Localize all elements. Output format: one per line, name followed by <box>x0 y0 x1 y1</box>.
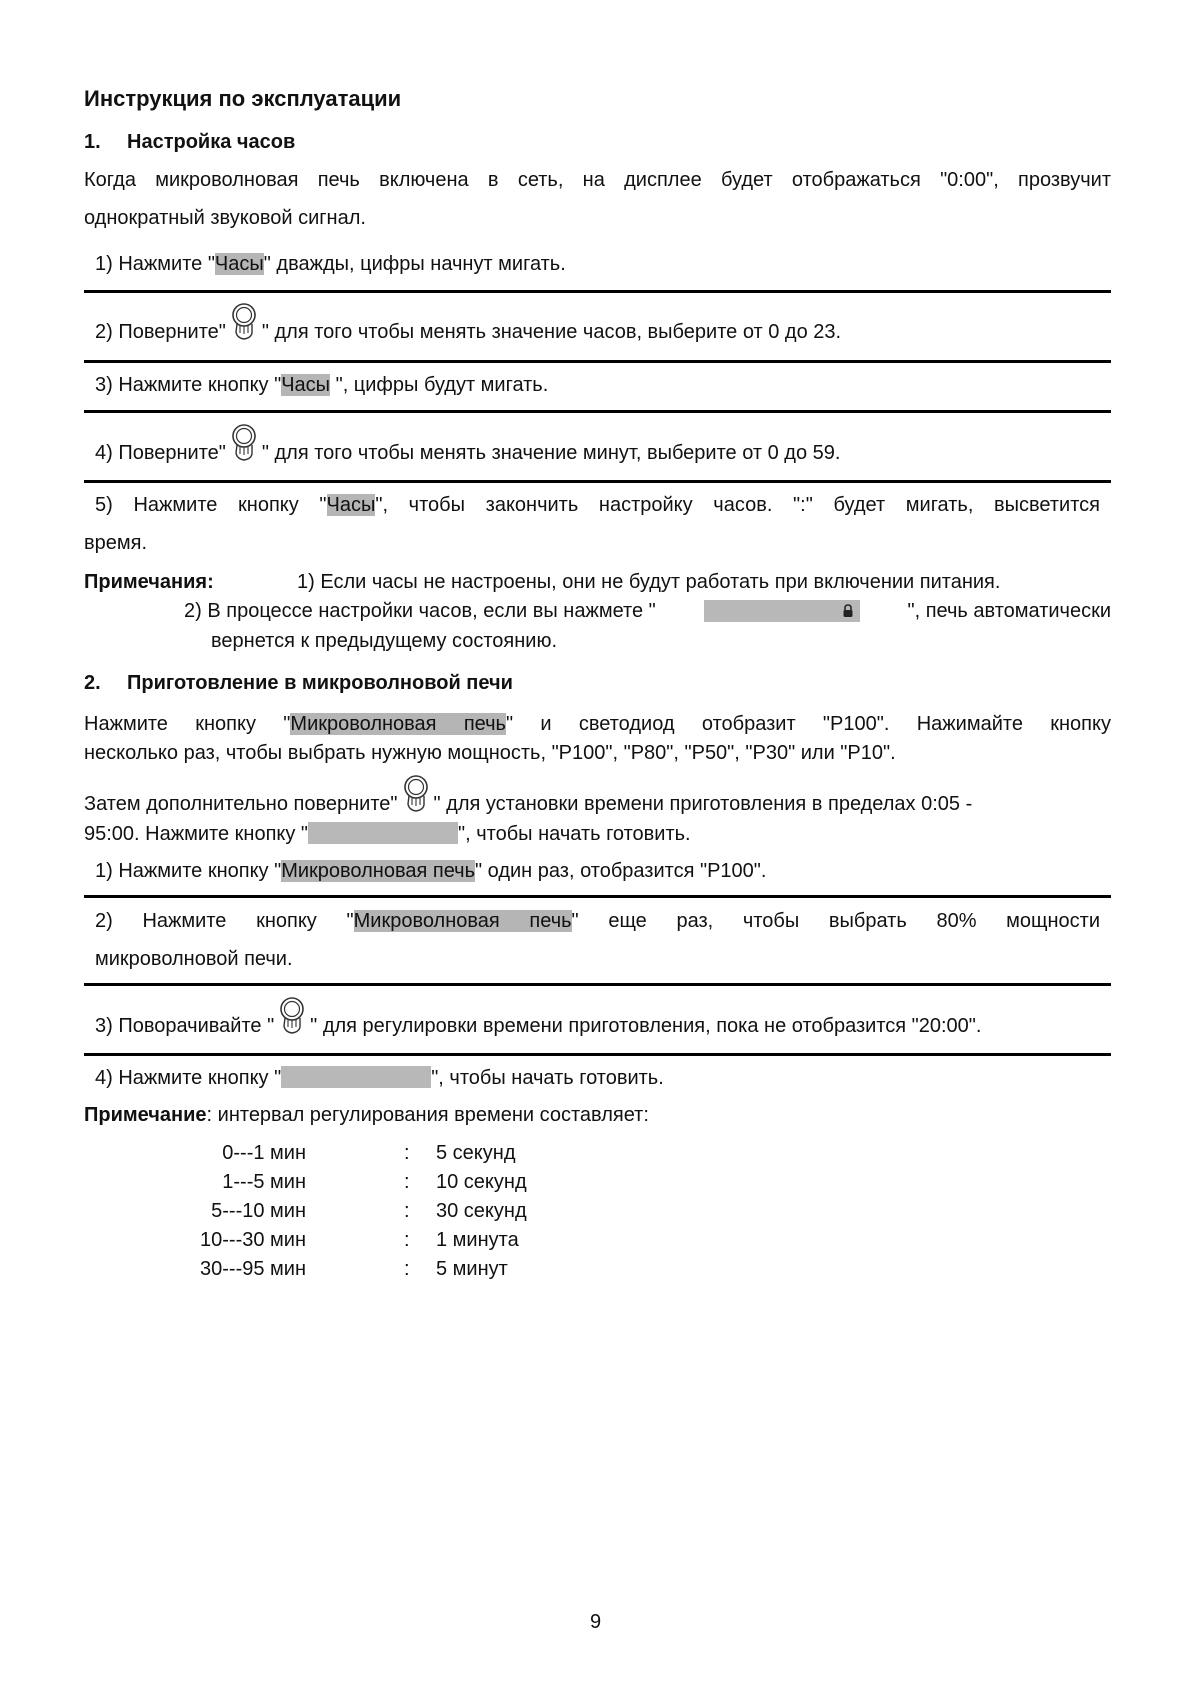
divider <box>84 983 1111 986</box>
section-2-para-1 <box>84 713 1111 736</box>
note-2 <box>184 600 1111 623</box>
blank-button-box <box>704 600 860 622</box>
divider <box>84 1053 1111 1056</box>
section-2-para-2-line2-pre: 95:00. Нажмите кнопку " <box>84 823 309 845</box>
cook-step-3 <box>95 996 981 1046</box>
clock-step-1 <box>95 253 566 276</box>
cook-step-3-post: " для регулировки времени приготовления, пока не отобразится "20:00". <box>310 1015 982 1037</box>
clock-button-label: Часы <box>326 494 376 516</box>
divider <box>84 410 1111 413</box>
cook-step-2-line2: микроволновой печи. <box>95 948 293 970</box>
clock-step-1-pre: 1) Нажмите " <box>95 253 215 275</box>
clock-step-5-line2: время. <box>84 532 148 554</box>
section-2-para-2 <box>84 774 972 824</box>
clock-step-1-post: " дважды, цифры начнут мигать. <box>263 253 566 275</box>
cook-step-4-post: ", чтобы начать готовить. <box>431 1067 664 1089</box>
clock-step-3-pre: 3) Нажмите кнопку " <box>95 374 282 396</box>
cook-step-1 <box>95 860 766 883</box>
section-2-para-2-pre: Затем дополнительно поверните" <box>84 793 398 815</box>
section-2-para-1-post: " и светодиод отобразит "P100". Нажимайте кнопку <box>505 713 1111 735</box>
lock-icon <box>842 604 854 618</box>
note-2-post: ", печь автоматически <box>907 600 1111 622</box>
cook-step-1-post: " один раз, отобразится "P100". <box>475 860 767 882</box>
note-1: 1) Если часы не настроены, они не будут работать при включении питания. <box>297 571 1001 593</box>
cook-step-3-pre: 3) Поворачивайте " <box>95 1015 275 1037</box>
interval-note <box>84 1104 649 1127</box>
notes-label: Примечания: <box>84 571 214 593</box>
interval-step: 10 секунд <box>436 1171 527 1193</box>
dial-knob-icon <box>276 996 308 1036</box>
divider <box>84 895 1111 898</box>
interval-step: 5 секунд <box>436 1142 516 1164</box>
cook-step-2-post: " еще раз, чтобы выбрать 80% мощности <box>571 910 1100 932</box>
interval-range: 10---30 мин <box>200 1229 306 1251</box>
section-2-heading: Приготовление в микроволновой печи <box>127 672 513 694</box>
section-1-heading: Настройка часов <box>127 131 296 153</box>
interval-note-label: Примечание <box>84 1104 207 1126</box>
dial-knob-icon <box>400 774 432 814</box>
clock-step-3 <box>95 374 548 397</box>
cook-step-2-pre: 2) Нажмите кнопку " <box>95 910 354 932</box>
cook-step-1-pre: 1) Нажмите кнопку " <box>95 860 282 882</box>
clock-step-4-post: " для того чтобы менять значение минут, выберите от 0 до 59. <box>261 442 841 464</box>
clock-step-4-pre: 4) Поверните" <box>95 442 226 464</box>
section-1-intro-line2: однократный звуковой сигнал. <box>84 207 366 229</box>
interval-separator: : <box>404 1229 410 1251</box>
section-2-para-1-line2: несколько раз, чтобы выбрать нужную мощность, "P100", "P80", "P50", "P30" или "P10". <box>84 742 896 764</box>
divider <box>84 290 1111 293</box>
cook-step-4-pre: 4) Нажмите кнопку " <box>95 1067 282 1089</box>
clock-step-2 <box>95 302 841 352</box>
section-1-intro-line1: Когда микроволновая печь включена в сеть, на дисплее будет отображаться "0:00", прозвучит <box>84 169 1111 191</box>
divider <box>84 360 1111 363</box>
interval-range: 0---1 мин <box>222 1142 306 1164</box>
interval-note-text: : интервал регулирования времени составляет: <box>206 1104 649 1126</box>
interval-step: 5 минут <box>436 1258 508 1280</box>
blank-button-box <box>308 822 458 844</box>
interval-separator: : <box>404 1171 410 1193</box>
page-number: 9 <box>589 1611 602 1633</box>
section-2-para-2-line2-post: ", чтобы начать готовить. <box>458 823 691 845</box>
clock-step-5 <box>95 494 1100 517</box>
section-2-para-2-post: " для установки времени приготовления в пределах 0:05 - <box>433 793 973 815</box>
microwave-button-label: Микроволновая печь <box>290 713 506 735</box>
clock-button-label: Часы <box>214 253 264 275</box>
divider <box>84 480 1111 483</box>
clock-step-5-pre: 5) Нажмите кнопку " <box>95 494 327 516</box>
interval-range: 30---95 мин <box>200 1258 306 1280</box>
clock-step-3-post: ", цифры будут мигать. <box>330 374 549 396</box>
interval-separator: : <box>404 1142 410 1164</box>
cook-step-2 <box>95 910 1100 933</box>
section-1-number: 1. <box>84 131 101 153</box>
section-2-para-1-pre: Нажмите кнопку " <box>84 713 291 735</box>
page-title: Инструкция по эксплуатации <box>84 86 402 111</box>
section-2-number: 2. <box>84 672 101 694</box>
interval-separator: : <box>404 1200 410 1222</box>
clock-step-2-post: " для того чтобы менять значение часов, выберите от 0 до 23. <box>261 321 842 343</box>
blank-button-box <box>281 1066 431 1088</box>
clock-step-5-post: ", чтобы закончить настройку часов. ":" будет мигать, высветится <box>375 494 1100 516</box>
section-2-para-2-line2 <box>84 822 691 846</box>
interval-separator: : <box>404 1258 410 1280</box>
interval-step: 1 минута <box>436 1229 519 1251</box>
interval-range: 1---5 мин <box>222 1171 306 1193</box>
dial-knob-icon <box>228 302 260 342</box>
note-2-line2: вернется к предыдущему состоянию. <box>211 630 558 652</box>
dial-knob-icon <box>228 423 260 463</box>
note-2-pre: 2) В процессе настройки часов, если вы нажмете " <box>184 600 656 622</box>
microwave-button-label: Микроволновая печь <box>281 860 475 882</box>
clock-step-2-pre: 2) Поверните" <box>95 321 226 343</box>
interval-range: 5---10 мин <box>211 1200 306 1222</box>
microwave-button-label: Микроволновая печь <box>353 910 572 932</box>
cook-step-4 <box>95 1066 664 1090</box>
interval-step: 30 секунд <box>436 1200 527 1222</box>
clock-button-label: Часы <box>281 374 331 396</box>
interval-table <box>82 1142 582 1292</box>
clock-step-4 <box>95 423 840 473</box>
